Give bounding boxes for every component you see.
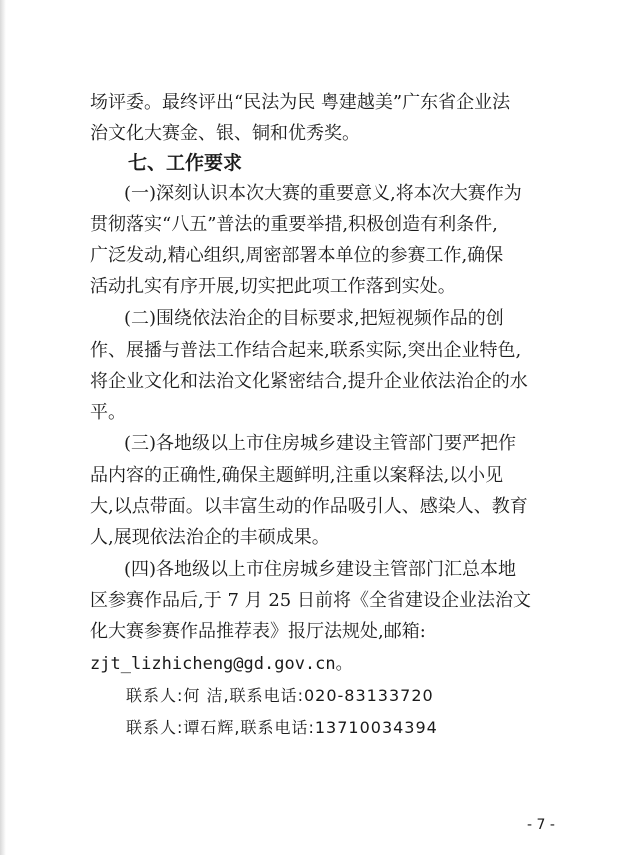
contact-line-2: 联系人:谭石辉,联系电话:13710034394 — [126, 718, 438, 737]
req2-line-2: 作、展播与普法工作结合起来,联系实际,突出企业特色, — [90, 340, 522, 361]
intro-line-1: 场评委。最终评出“民法为民 粤建越美”广东省企业法 — [90, 92, 511, 113]
contact-line-1: 联系人:何 洁,联系电话:020-83133720 — [126, 686, 434, 705]
req2-line-1: (二)围绕依法治企的目标要求,把短视频作品的创 — [124, 308, 504, 329]
req3-line-2: 品内容的正确性,确保主题鲜明,注重以案释法,以小见 — [90, 465, 504, 486]
req1-line-4: 活动扎实有序开展,切实把此项工作落到实处。 — [90, 276, 456, 297]
req3-line-4: 人,展现依法治企的丰硕成果。 — [90, 527, 330, 548]
req4-line-1: (四)各地级以上市住房城乡建设主管部门汇总本地 — [124, 559, 517, 580]
req3-line-1: (三)各地级以上市住房城乡建设主管部门要严把作 — [124, 433, 517, 454]
intro-line-2: 治文化大赛金、银、铜和优秀奖。 — [90, 123, 360, 144]
req2-line-3: 将企业文化和法治文化紧密结合,提升企业依法治企的水 — [90, 371, 528, 392]
req4-line-3: 化大赛参赛作品推荐表》报厅法规处,邮箱: — [90, 621, 426, 642]
req1-line-2: 贯彻落实“八五”普法的重要举措,积极创造有利条件, — [90, 214, 498, 235]
section-heading: 七、工作要求 — [128, 152, 243, 174]
req1-line-1: (一)深刻认识本次大赛的重要意义,将本次大赛作为 — [124, 183, 522, 204]
req1-line-3: 广泛发动,精心组织,周密部署本单位的参赛工作,确保 — [90, 245, 504, 266]
req4-line-2: 区参赛作品后,于 7 月 25 日前将《全省建设企业法治文 — [90, 590, 531, 611]
req3-line-3: 大,以点带面。以丰富生动的作品吸引人、感染人、教育 — [90, 496, 528, 517]
req2-line-4: 平。 — [90, 402, 126, 423]
page-number: - 7 - — [527, 817, 555, 833]
email-address: zjt_lizhicheng@gd.gov.cn。 — [90, 654, 353, 674]
